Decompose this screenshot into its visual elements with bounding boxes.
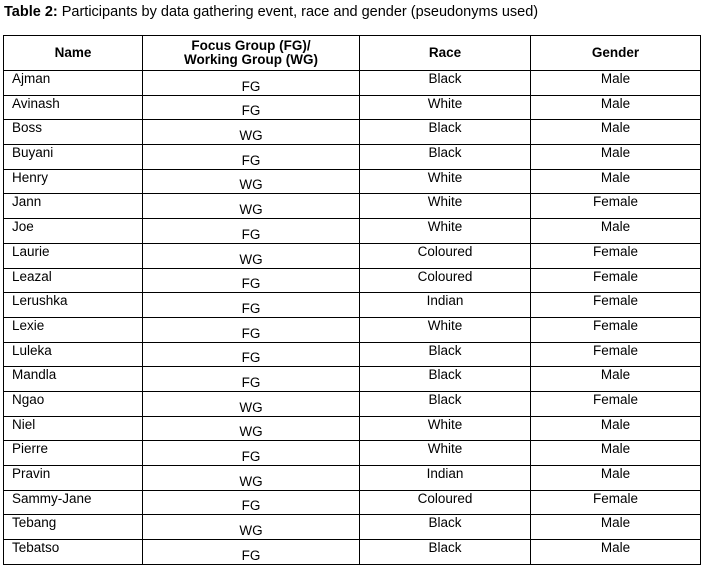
cell-gender: Male — [531, 145, 701, 170]
table-body — [4, 71, 701, 565]
table-row — [4, 219, 701, 244]
cell-name: Ngao — [4, 391, 143, 416]
cell-name: Pravin — [4, 466, 143, 491]
cell-event: FG — [143, 490, 360, 515]
cell-race: White — [360, 416, 531, 441]
cell-race: White — [360, 194, 531, 219]
cell-gender: Female — [531, 391, 701, 416]
cell-race: White — [360, 317, 531, 342]
cell-name: Jann — [4, 194, 143, 219]
cell-name: Laurie — [4, 243, 143, 268]
header-row — [4, 36, 701, 71]
cell-event: FG — [143, 268, 360, 293]
cell-race: Black — [360, 515, 531, 540]
header-event-line2: Working Group (WG) — [184, 52, 318, 67]
cell-name: Pierre — [4, 441, 143, 466]
caption-text: Participants by data gathering event, race and gender (pseudonyms used) — [57, 4, 539, 20]
cell-gender: Male — [531, 219, 701, 244]
cell-event: WG — [143, 515, 360, 540]
cell-event: FG — [143, 342, 360, 367]
cell-event: FG — [143, 367, 360, 392]
table-row — [4, 120, 701, 145]
cell-gender: Male — [531, 367, 701, 392]
participants-table-container — [3, 35, 701, 565]
cell-race: White — [360, 169, 531, 194]
table-row — [4, 342, 701, 367]
table-row — [4, 95, 701, 120]
cell-name: Tebang — [4, 515, 143, 540]
cell-race: Black — [360, 145, 531, 170]
cell-gender: Male — [531, 120, 701, 145]
table-row — [4, 243, 701, 268]
cell-event: FG — [143, 441, 360, 466]
cell-gender: Female — [531, 243, 701, 268]
table-row — [4, 317, 701, 342]
cell-name: Luleka — [4, 342, 143, 367]
table-row — [4, 391, 701, 416]
cell-gender: Male — [531, 71, 701, 96]
cell-gender: Male — [531, 95, 701, 120]
cell-race: Black — [360, 367, 531, 392]
cell-name: Ajman — [4, 71, 143, 96]
cell-event: FG — [143, 317, 360, 342]
table-row — [4, 71, 701, 96]
cell-gender: Female — [531, 268, 701, 293]
cell-event: WG — [143, 391, 360, 416]
cell-name: Lexie — [4, 317, 143, 342]
cell-event: FG — [143, 145, 360, 170]
cell-race: Coloured — [360, 490, 531, 515]
cell-gender: Male — [531, 540, 701, 565]
cell-gender: Male — [531, 169, 701, 194]
table-row — [4, 441, 701, 466]
cell-event: WG — [143, 120, 360, 145]
cell-name: Lerushka — [4, 293, 143, 318]
header-event — [143, 36, 360, 71]
cell-gender: Female — [531, 490, 701, 515]
cell-name: Mandla — [4, 367, 143, 392]
header-name: Name — [4, 36, 143, 71]
cell-gender: Female — [531, 342, 701, 367]
table-row — [4, 416, 701, 441]
cell-event: FG — [143, 95, 360, 120]
cell-race: White — [360, 95, 531, 120]
cell-event: FG — [143, 293, 360, 318]
cell-name: Avinash — [4, 95, 143, 120]
table-row — [4, 268, 701, 293]
cell-name: Henry — [4, 169, 143, 194]
table-row — [4, 490, 701, 515]
cell-race: Coloured — [360, 243, 531, 268]
header-event-line1: Focus Group (FG)/ — [191, 38, 311, 53]
cell-race: White — [360, 441, 531, 466]
cell-gender: Female — [531, 194, 701, 219]
table-row — [4, 145, 701, 170]
cell-event: FG — [143, 540, 360, 565]
cell-name: Joe — [4, 219, 143, 244]
cell-gender: Female — [531, 317, 701, 342]
table-row — [4, 194, 701, 219]
cell-name: Tebatso — [4, 540, 143, 565]
cell-name: Sammy-Jane — [4, 490, 143, 515]
participants-table — [3, 35, 701, 565]
cell-gender: Female — [531, 293, 701, 318]
cell-name: Buyani — [4, 145, 143, 170]
cell-gender: Male — [531, 416, 701, 441]
cell-race: Black — [360, 342, 531, 367]
cell-event: WG — [143, 416, 360, 441]
cell-event: WG — [143, 243, 360, 268]
cell-gender: Male — [531, 515, 701, 540]
cell-race: Black — [360, 71, 531, 96]
header-gender: Gender — [531, 36, 701, 71]
cell-race: Indian — [360, 466, 531, 491]
table-row — [4, 293, 701, 318]
cell-gender: Male — [531, 441, 701, 466]
cell-event: WG — [143, 466, 360, 491]
cell-name: Boss — [4, 120, 143, 145]
cell-event: FG — [143, 219, 360, 244]
table-row — [4, 515, 701, 540]
cell-name: Niel — [4, 416, 143, 441]
header-race: Race — [360, 36, 531, 71]
caption-label: Table 2: — [4, 4, 58, 20]
cell-event: WG — [143, 194, 360, 219]
cell-race: Black — [360, 120, 531, 145]
cell-race: Coloured — [360, 268, 531, 293]
table-header — [4, 36, 701, 71]
table-row — [4, 367, 701, 392]
cell-race: White — [360, 219, 531, 244]
cell-race: Black — [360, 391, 531, 416]
cell-race: Black — [360, 540, 531, 565]
cell-event: WG — [143, 169, 360, 194]
table-row — [4, 169, 701, 194]
cell-event: FG — [143, 71, 360, 96]
table-row — [4, 466, 701, 491]
cell-gender: Male — [531, 466, 701, 491]
cell-name: Leazal — [4, 268, 143, 293]
table-caption — [4, 3, 538, 21]
cell-race: Indian — [360, 293, 531, 318]
